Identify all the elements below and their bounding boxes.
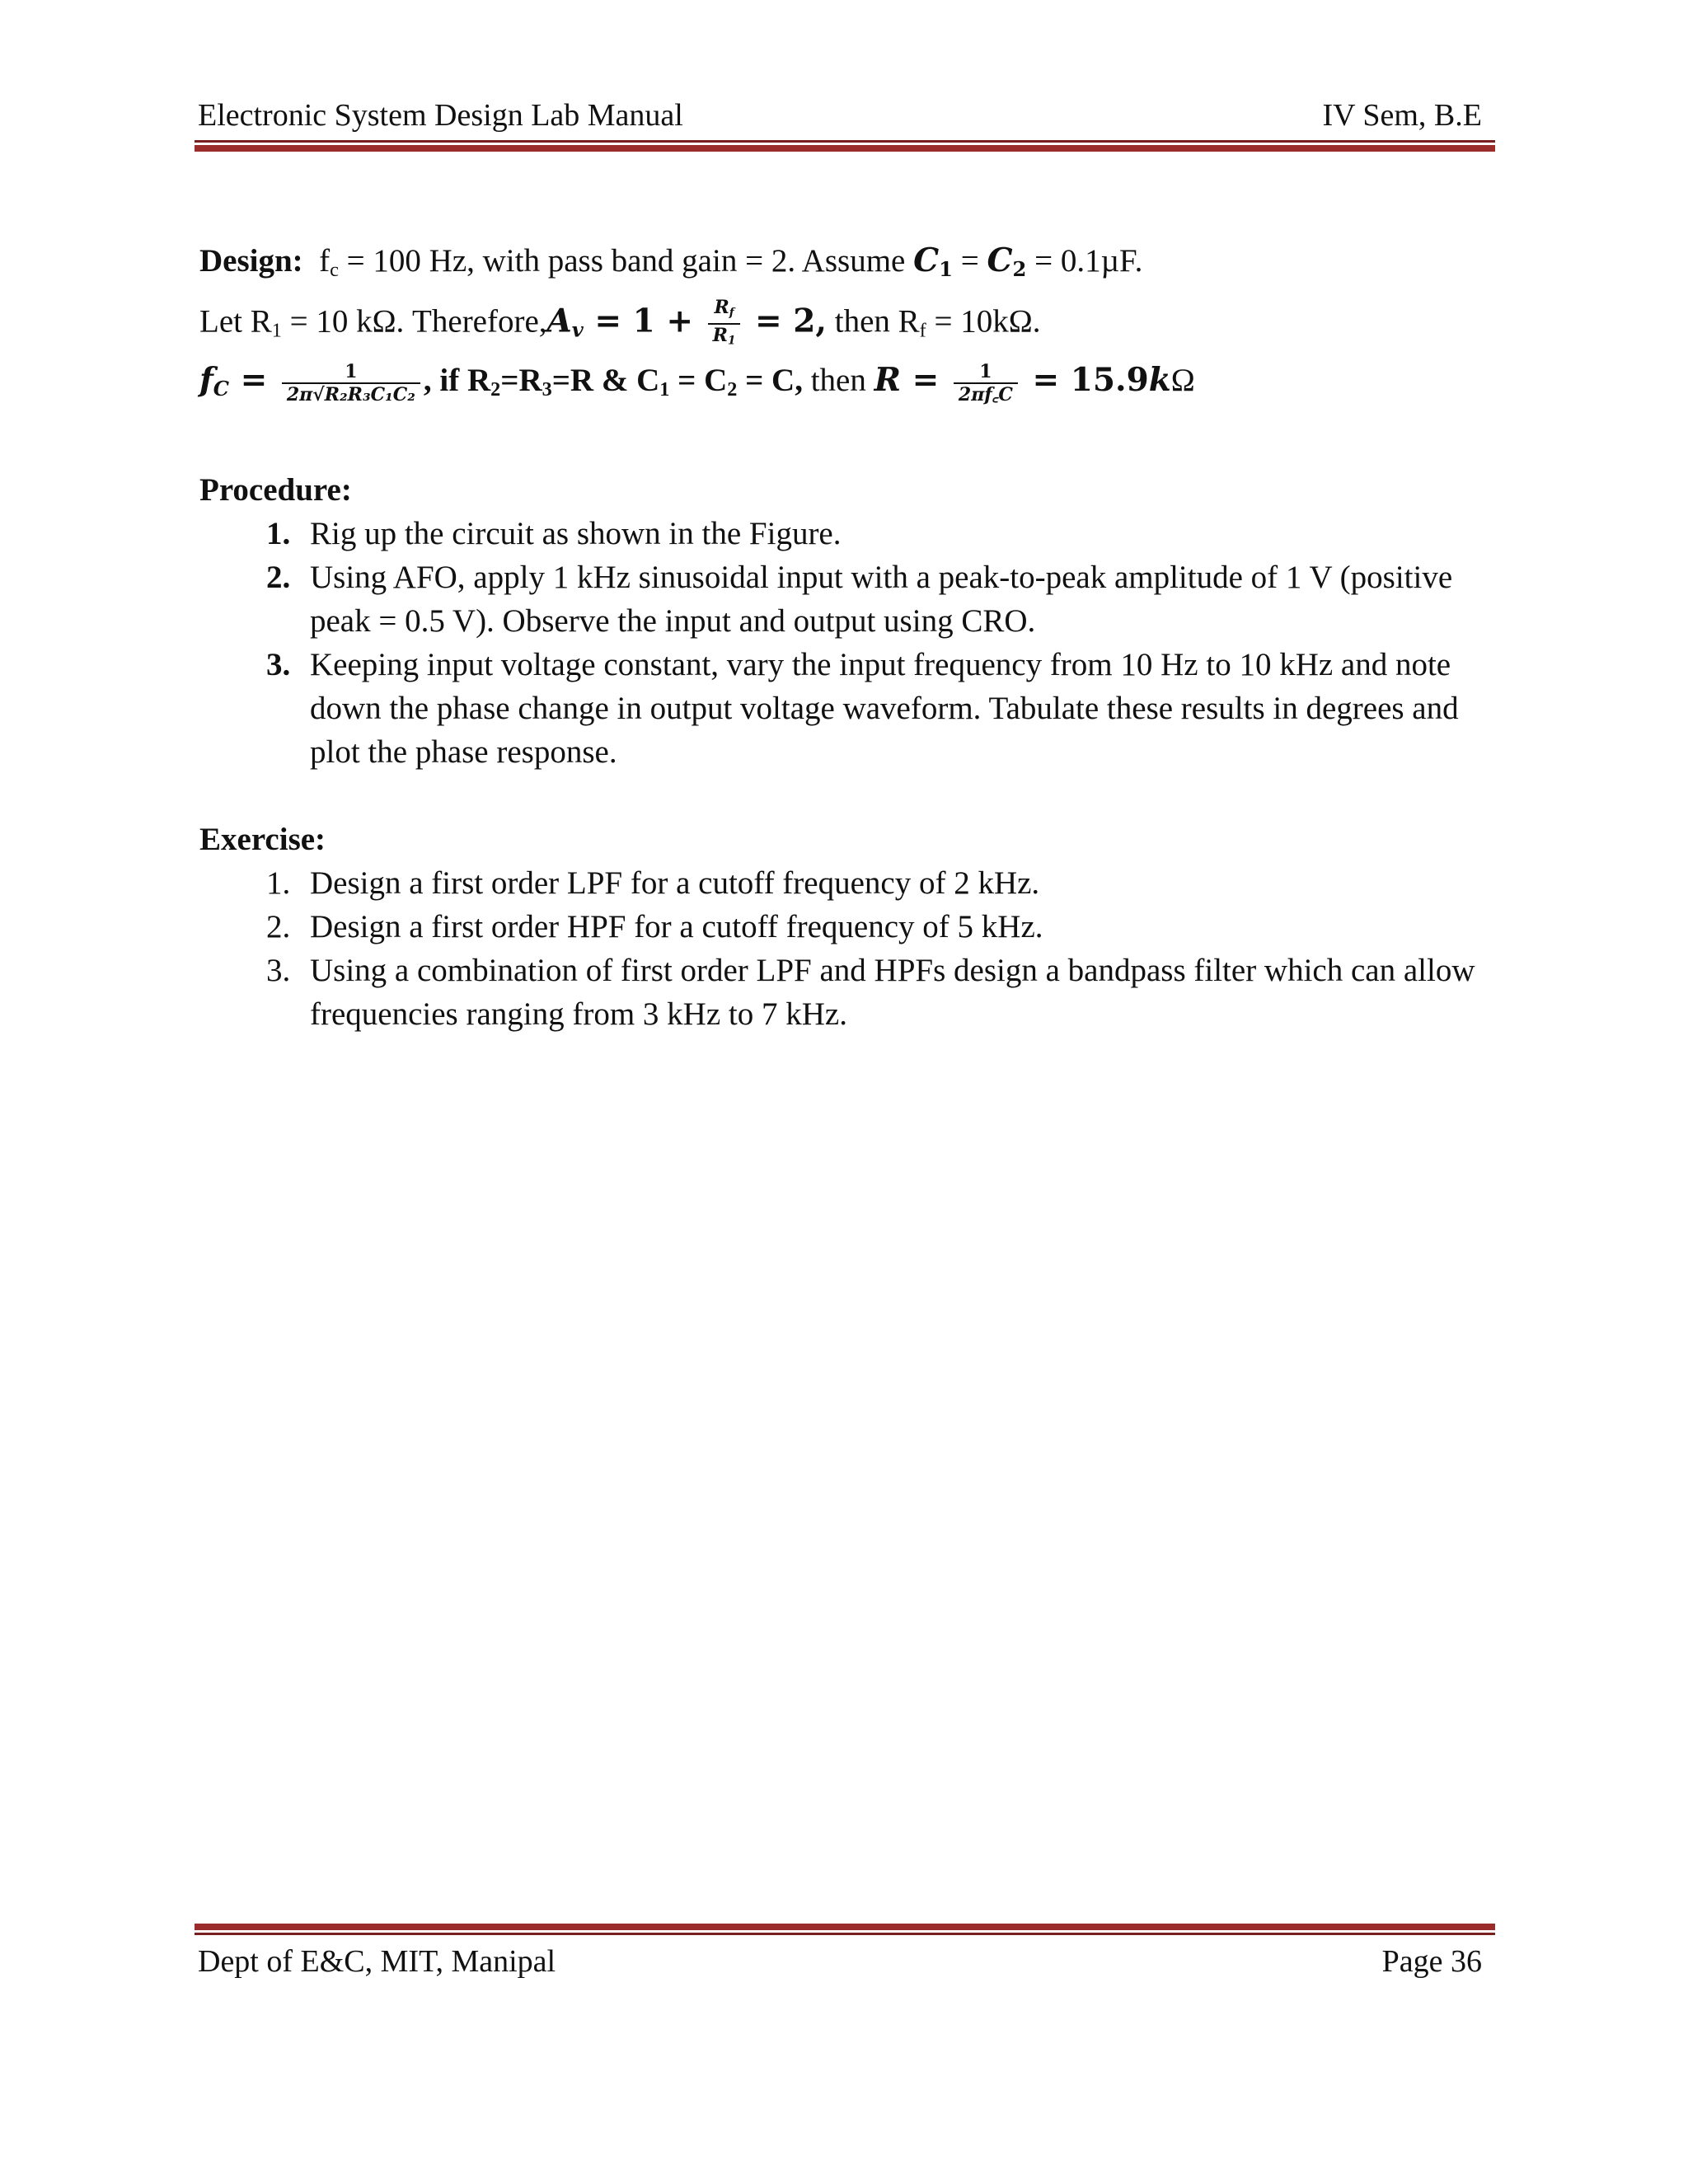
design-label: Design:: [199, 243, 303, 279]
footer-dept: Dept of E&C, MIT, Manipal: [198, 1944, 556, 1979]
procedure-title: Procedure:: [199, 472, 352, 508]
list-item: 3. Keeping input voltage constant, vary the input frequency from 10 Hz to 10 kHz and note down the phase change in output voltage waveform. Tabulate these results in degrees and plot the phase response.: [298, 643, 1485, 774]
list-item: 2. Design a first order HPF for a cutoff frequency of 5 kHz.: [298, 905, 1485, 949]
header-semester: IV Sem, B.E: [1322, 98, 1482, 133]
footer-rule: [195, 1924, 1495, 1935]
procedure-list: [199, 512, 1485, 774]
exercise-title: Exercise:: [199, 822, 326, 857]
gain-fraction: $\frac{R_f}{R_1}$: [708, 297, 741, 352]
cutoff-fraction: $\frac{1}{\text{2π√R₂R₃C₁C₂}}$: [282, 361, 420, 405]
list-item: 1. Rig up the circuit as shown in the Figure.: [298, 512, 1485, 555]
design-line-2: Let $R_1 = 10$ kΩ. $Therefore,A_v = 1$ + $\frac{R_f}{R_1}$ = 2, then $R_f = 10k\Omega$.: [199, 297, 1485, 352]
header-title: Electronic System Design Lab Manual: [198, 98, 683, 133]
header-rule: [195, 140, 1495, 152]
list-item: 3. Using a combination of first order LPF and HPFs design a bandpass filter which can allow frequencies ranging from 3 kHz to 7 kHz.: [298, 949, 1485, 1036]
list-item: 1. Design a first order LPF for a cutoff frequency of 2 kHz.: [298, 861, 1485, 905]
procedure-section: [199, 468, 1485, 774]
list-item: 2. Using AFO, apply 1 kHz sinusoidal input with a peak-to-peak amplitude of 1 V (positive peak = 0.5 V). Observe the input and output using CRO.: [298, 555, 1485, 643]
resistor-fraction: $\frac{1}{2\pi f꜀C}$: [954, 361, 1018, 405]
exercise-list: [199, 861, 1485, 1036]
exercise-section: [199, 818, 1485, 1036]
design-line-1: Design: $f_c = 100$ Hz, with pass band gain = 2. Assume $C_1 = C_2 = 0.1\mu F$.: [199, 241, 1143, 282]
design-line-3: $f_C$ = $\frac{1}{\text{2π√R₂R₃C₁C₂}}$ , if $R_2=R_3=R$ & $C_1 = C_2 = C$, then R = $\frac{1}{2\pi f꜀C}$ = 15.9kΩ: [199, 361, 1195, 406]
page-number: Page 36: [1381, 1944, 1482, 1979]
design-section: [199, 239, 1485, 411]
